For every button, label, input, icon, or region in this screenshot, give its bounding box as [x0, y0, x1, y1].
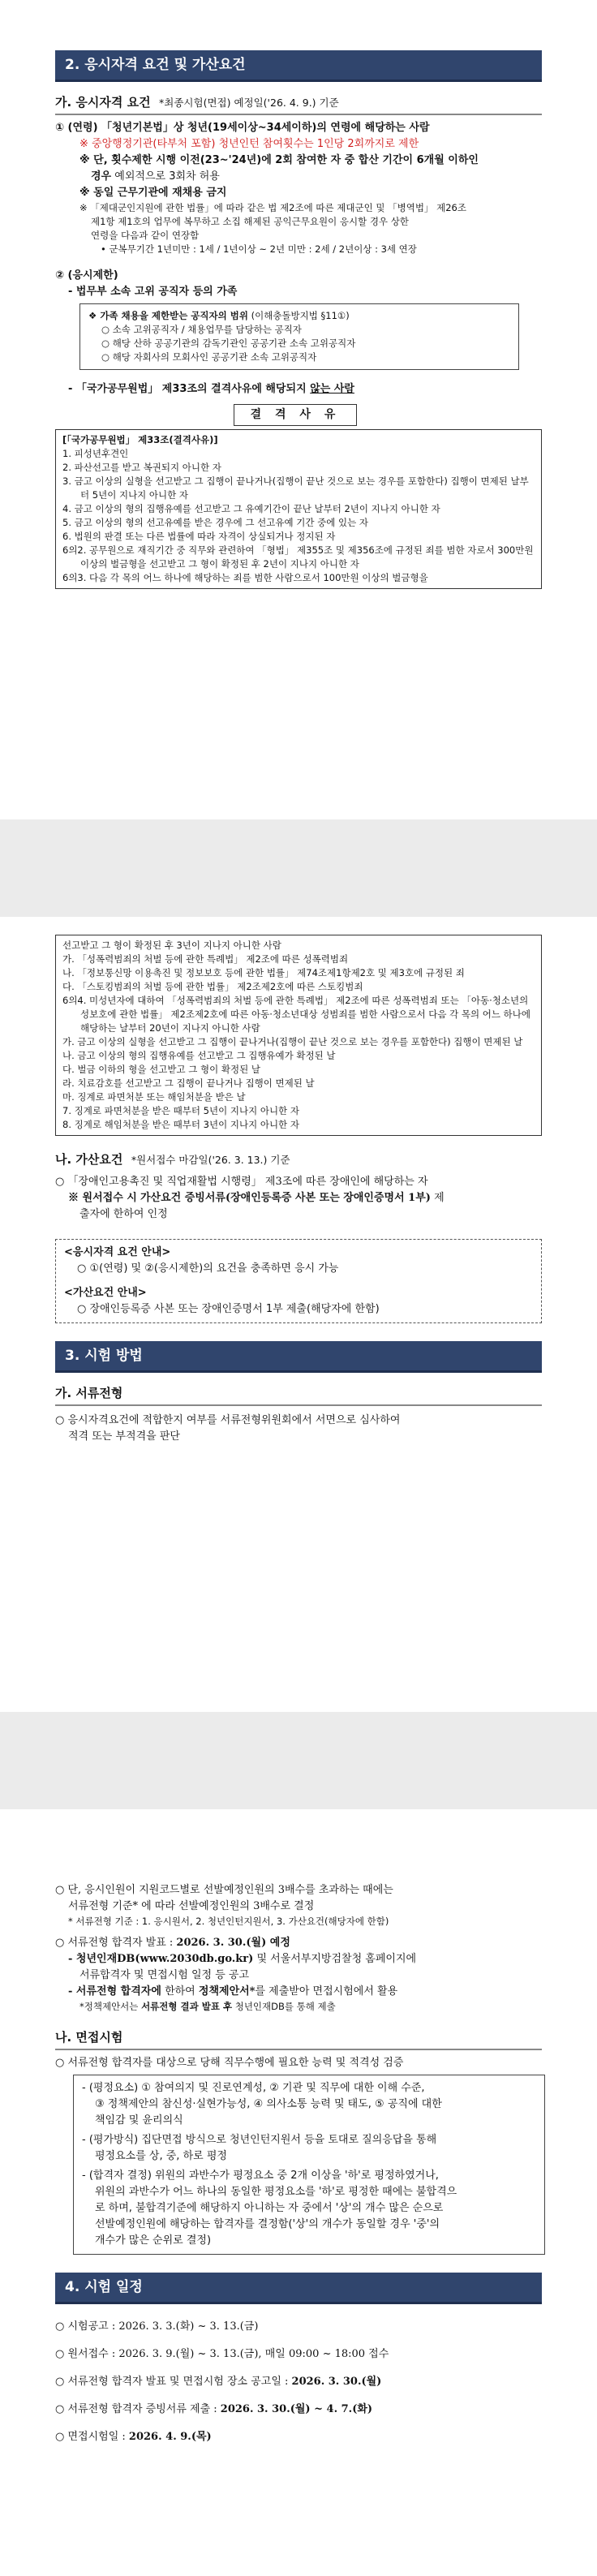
table-row: 6. 법원의 판결 또는 다른 법률에 따라 자격이 상실되거나 정지된 자 — [62, 531, 336, 542]
schedule-document-result: ○ 서류전형 합격자 발표 및 면접시험 장소 공고일 : 2026. 3. 30.(월) — [55, 2376, 382, 2388]
table-row: 1. 피성년후견인 — [62, 448, 129, 459]
table-row: 다. 벌금 이하의 형을 선고받고 그 형이 확정된 날 — [62, 1064, 260, 1075]
table-heading: 결 격 사 유 — [250, 408, 341, 421]
family-restriction-box: ❖ 가족 채용을 제한받는 공직자의 범위 (이해충돌방지법 §11①) ○ 소속 고위공직자 / 채용업무를 담당하는 공직자 ○ 해당 산하 공공기관의 감독기관인 공공기관 소속 고위공직자 ○ 해당 자회사의 모회사인 공공기관 소속 고위공직자 — [79, 303, 519, 370]
page-1 — [0, 0, 597, 819]
table-row: 라. 치료감호를 선고받고 그 집행이 끝나거나 집행이 면제된 날 — [62, 1077, 315, 1089]
p3-line-5: - 청년인재DB(www.2030db.go.kr) 및 서울서부지방검찰청 홈페이지에 — [68, 1953, 417, 1965]
table-law-title: [「국가공무원법」 제33조(결격사유)] — [62, 434, 218, 445]
table-row: 선고받고 그 형이 확정된 후 3년이 지나지 아니한 사람 — [62, 940, 281, 951]
interview-criteria-box: - (평정요소) ① 참여의지 및 진로연계성, ② 기관 및 직무에 대한 이해 수준, ③ 정책제안의 참신성·실현가능성, ④ 의사소통 능력 및 태도, ⑤ 공직에 대한 책임감 및 윤리의식 - (평가방식) 집단면접 방식으로 청년인턴지원서 등을 토대로 질의응답을 통해 평정요소를 상, 중, 하로 평정 - (합격자 결정) 위원의 과반수가 평정요소 중 2개 이상을 '하'로 평정하였거나, 위원의 과반수가 어느 하나의 동일한 평정요소를 '하'로 평정한 때에는 불합격으 로 하며, 불합격기준에 해당하지 아니하는 자 중에서 '상'의 개수 많은 순으로 선발예정인원에 해당하는 합격자를 결정함('상'의 개수가 동일할 경우 '중'의 개수가 많은 순위로 결정) — [73, 2075, 545, 2255]
item-1-note-1: ※ 단, 횟수제한 시행 이전(23~'24년)에 2회 참여한 자 중 합산 기간이 6개월 이하인 — [79, 154, 479, 166]
section-4-title: 4. 시험 일정 — [55, 2273, 542, 2304]
table-row: 나. 금고 이상의 형의 집행유예를 선고받고 그 집행유예가 확정된 날 — [62, 1050, 336, 1061]
subsection-na2-title: 나. 면접시험 — [55, 2028, 542, 2050]
table-row: 6의3. 다음 각 목의 어느 하나에 해당하는 죄를 범한 사람으로서 100만원 이상의 벌금형을 — [62, 572, 428, 583]
table-row: 4. 금고 이상의 형의 집행유예를 선고받고 그 유예기간이 끝난 날부터 2년이 지나지 아니한 자 — [62, 503, 440, 514]
item-1-red-note: ※ 중앙행정기관(타부처 포함) 청년인턴 참여횟수는 1인당 2회까지로 제한 — [79, 138, 419, 150]
p3-line-4: ○ 서류전형 합격자 발표 : 2026. 3. 30.(월) 예정 — [55, 1937, 290, 1949]
page-gap — [0, 1712, 597, 1809]
table-row: 다. 「스토킹범죄의 처벌 등에 관한 법률」 제2조제2호에 따른 스토킹범죄 — [62, 981, 363, 992]
item-1-note-2: ※ 동일 근무기관에 재채용 금지 — [79, 187, 227, 199]
table-row: 마. 징계로 파면처분 또는 해임처분을 받은 날 — [62, 1091, 246, 1103]
table-row: 나. 「정보통신망 이용촉진 및 정보보호 등에 관한 법률」 제74조제1항제2호 및 제3호에 규정된 죄 — [62, 967, 465, 978]
section-2-title: 2. 응시자격 요건 및 가산요건 — [55, 50, 542, 82]
item-2-title: ② (응시제한) — [55, 269, 118, 282]
table-row: 7. 징계로 파면처분을 받은 때부터 5년이 지나지 아니한 자 — [62, 1105, 299, 1116]
subsection-ga-title: 가. 응시자격 요건 *최종시험(면접) 예정일('26. 4. 9.) 기준 — [55, 93, 542, 115]
p3-line-3: * 서류전형 기준 : 1. 응시원서, 2. 청년인턴지원서, 3. 가산요건(해당자에 한함) — [68, 1916, 389, 1927]
guide-box: <응시자격 요건 안내> ○ ①(연령) 및 ②(응시제한)의 요건을 충족하면 응시 가능 <가산요건 안내> ○ 장애인등록증 사본 또는 장애인증명서 1부 제출(해당자에 한함) — [55, 1239, 542, 1323]
table-row: 8. 징계로 해임처분을 받은 때부터 3년이 지나지 아니한 자 — [62, 1119, 299, 1130]
table-row: 가. 금고 이상의 실형을 선고받고 그 집행이 끝나거나(집행이 끝난 것으로 보는 경우를 포함한다) 집행이 면제된 날 — [62, 1036, 523, 1047]
section-3-title: 3. 시험 방법 — [55, 1341, 542, 1373]
item-1-note-1-cont: 경우 예외적으로 3회차 허용 — [91, 170, 220, 183]
p3-line-6: 서류합격자 및 면접시험 일정 등 공고 — [79, 1969, 250, 1981]
page-2 — [0, 917, 597, 1712]
page-gap — [0, 819, 597, 917]
disqualification-table-cont — [55, 935, 542, 1136]
table-row: 5. 금고 이상의 형의 선고유예를 받은 경우에 그 선고유예 기간 중에 있는 자 — [62, 517, 368, 528]
schedule-interview: ○ 면접시험일 : 2026. 4. 9.(목) — [55, 2431, 212, 2443]
na-line-2: ※ 원서접수 시 가산요건 증빙서류(장애인등록증 사본 또는 장애인증명서 1부) 제 — [68, 1192, 445, 1204]
item-1-note-3: ※ 「제대군인지원에 관한 법률」에 따라 같은 법 제2조에 따른 제대군인 및 「병역법」 제26조 — [79, 202, 466, 213]
na-line-1: ○ 「장애인고용촉진 및 직업재활법 시행령」 제3조에 따른 장애인에 해당하는 자 — [55, 1176, 428, 1188]
p3-line-1: ○ 단, 응시인원이 지원코드별로 선발예정인원의 3배수를 초과하는 때에는 — [55, 1884, 393, 1896]
table-row: 가. 「성폭력범죄의 처벌 등에 관한 특례법」 제2조에 따른 성폭력범죄 — [62, 953, 349, 965]
item-1-title: ① (연령) 「청년기본법」상 청년(19세이상~34세이하)의 연령에 해당하는 사람 — [55, 122, 430, 134]
schedule-announcement: ○ 시험공고 : 2026. 3. 3.(화) ~ 3. 13.(금) — [55, 2320, 259, 2333]
subsection-ga3-title: 가. 서류전형 — [55, 1384, 542, 1406]
ga3-line-2: 적격 또는 부적격을 판단 — [68, 1430, 180, 1443]
item-1-note-3-line4: • 군복무기간 1년미만 : 1세 / 1년이상 ~ 2년 미만 : 2세 / 2년이상 : 3세 연장 — [101, 243, 417, 255]
schedule-application: ○ 원서접수 : 2026. 3. 9.(월) ~ 3. 13.(금), 매일 09:00 ~ 18:00 접수 — [55, 2348, 389, 2360]
page-3 — [0, 1809, 597, 2576]
table-row: 2. 파산선고를 받고 복권되지 아니한 자 — [62, 462, 221, 473]
p3-line-7: - 서류전형 합격자에 한하여 정책제안서*를 제출받아 면접시험에서 활용 — [68, 1985, 398, 1998]
p3-interview-line: ○ 서류전형 합격자를 대상으로 당해 직무수행에 필요한 능력 및 적격성 검증 — [55, 2057, 404, 2069]
item-2-sub-2: - 「국가공무원법」 제33조의 결격사유에 해당되지 않는 사람 — [68, 383, 354, 395]
table-row: 6의4. 미성년자에 대하여 「성폭력범죄의 처벌 등에 관한 특례법」 제2조에 따른 성폭력범죄 또는 「아동·청소년의 성보호에 관한 법률」 제2조제2호에 따른 아동·청소년대상 성범죄를 범한 사람으로서 다음 각 목의 어느 하나에 해당하는 날부터 20년이 지나지 아니한 사람 — [62, 995, 530, 1034]
subsection-na-title: 나. 가산요건 *원서접수 마감일('26. 3. 13.) 기준 — [55, 1152, 290, 1167]
p3-line-2: 서류전형 기준* 에 따라 선발예정인원의 3배수로 결정 — [68, 1900, 315, 1912]
disqualification-table — [55, 429, 542, 589]
item-1-note-3-line3: 연령을 다음과 같이 연장함 — [91, 230, 200, 241]
item-2-sub: - 법무부 소속 고위 공직자 등의 가족 — [68, 286, 238, 298]
ga3-line-1: ○ 응시자격요건에 적합한지 여부를 서류전형위원회에서 서면으로 심사하여 — [55, 1414, 401, 1426]
p3-line-8: *정책제안서는 서류전형 결과 발표 후 청년인재DB를 통해 제출 — [79, 2001, 336, 2012]
table-row: 3. 금고 이상의 실형을 선고받고 그 집행이 끝나거나(집행이 끝난 것으로 보는 경우를 포함한다) 집행이 면제된 날부터 5년이 지나지 아니한 자 — [62, 475, 529, 501]
item-1-note-3-line2: 제1항 제1호의 업무에 복무하고 소집 해제된 공익근무요원이 응시할 경우 상한 — [91, 216, 409, 227]
na-line-3: 출자에 한하여 인정 — [79, 1208, 168, 1220]
table-row: 6의2. 공무원으로 재직기간 중 직무와 관련하여 「형법」 제355조 및 제356조에 규정된 죄를 범한 자로서 300만원 이상의 벌금형을 선고받고 그 형이 확정된 후 2년이 지나지 아니한 자 — [62, 544, 534, 570]
schedule-evidence-submission: ○ 서류전형 합격자 증빙서류 제출 : 2026. 3. 30.(월) ~ 4. 7.(화) — [55, 2403, 373, 2415]
